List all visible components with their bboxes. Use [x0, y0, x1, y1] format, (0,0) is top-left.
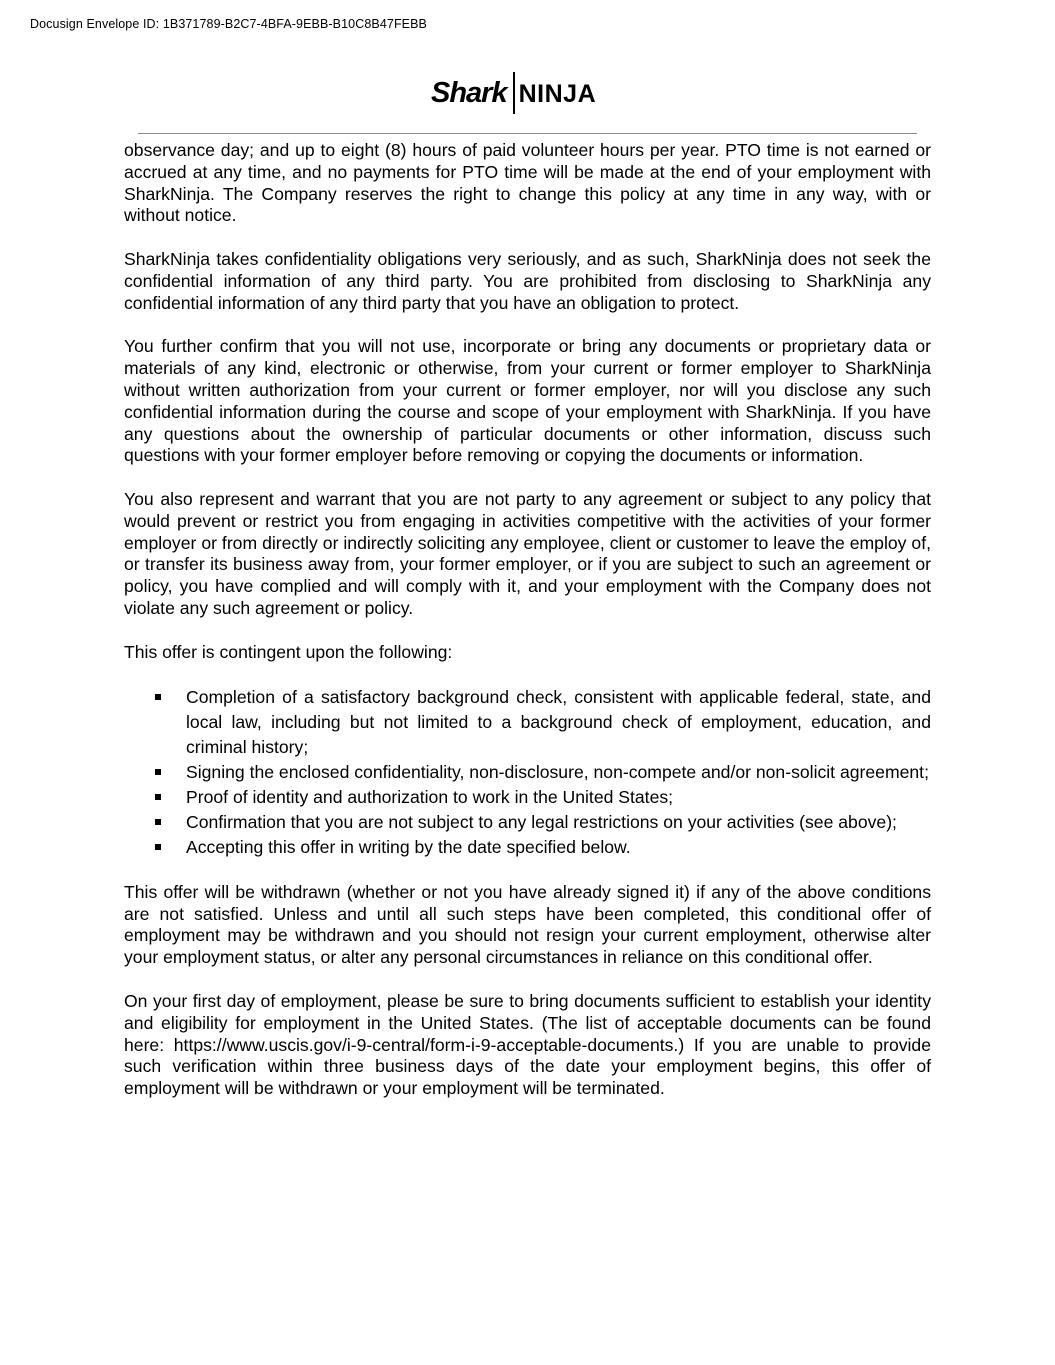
logo-divider [513, 72, 515, 114]
paragraph-proprietary-data: You further confirm that you will not use, incorporate or bring any documents or proprietary data or materials of any kind, electronic or otherwise, from your current or former employer to SharkNinja without written authorization from your current or former employer, nor will you disclose any such confidential information during the course and scope of your employment with SharkNinja. If you have any questions about the ownership of particular documents or other information, discuss such questions with your former employer before removing or copying the documents or information. [124, 336, 931, 466]
square-bullet-icon [155, 819, 161, 825]
list-item [186, 785, 931, 810]
square-bullet-icon [155, 794, 161, 800]
header-rule [138, 133, 917, 134]
square-bullet-icon [155, 769, 161, 775]
list-item-text: Completion of a satisfactory background check, consistent with applicable federal, state, and local law, including but not limited to a background check of employment, education, and criminal history; [186, 687, 931, 758]
letter-body [124, 140, 931, 1122]
paragraph-withdrawal: This offer will be withdrawn (whether or not you have already signed it) if any of the above conditions are not satisfied. Unless and until all such steps have been completed, this conditional offer of employment may be withdrawn and you should not resign your current employment, otherwise alter your employment status, or alter any personal circumstances in reliance on this conditional offer. [124, 881, 931, 968]
company-logo [431, 70, 596, 116]
list-item-text: Accepting this offer in writing by the date specified below. [186, 837, 631, 858]
list-item [186, 685, 931, 760]
square-bullet-icon [155, 694, 161, 700]
list-item [186, 835, 931, 860]
paragraph-contingent-intro: This offer is contingent upon the following: [124, 641, 453, 662]
square-bullet-icon [155, 844, 161, 850]
conditions-list [124, 685, 931, 860]
paragraph-first-day: On your first day of employment, please be sure to bring documents sufficient to establish your identity and eligibility for employment in the United States. (The list of acceptable documents can be found here: https://www.uscis.gov/i-9-central/form-i-9-acceptable-documents.) If you are unable to provide such verification within three business days of the date your employment begins, this offer of employment will be withdrawn or your employment will be terminated. [124, 990, 931, 1099]
paragraph-pto: observance day; and up to eight (8) hours of paid volunteer hours per year. PTO time is not earned or accrued at any time, and no payments for PTO time will be made at the end of your employment with SharkNinja. The Company reserves the right to change this policy at any time in any way, with or without notice. [124, 140, 931, 226]
list-item-text: Signing the enclosed confidentiality, non-disclosure, non-compete and/or non-solicit agreement; [186, 762, 929, 783]
list-item-text: Confirmation that you are not subject to any legal restrictions on your activities (see above); [186, 812, 897, 833]
paragraph-non-compete: You also represent and warrant that you are not party to any agreement or subject to any policy that would prevent or restrict you from engaging in activities competitive with the activities of your former employer or from directly or indirectly soliciting any employee, client or customer to leave the employ of, or transfer its business away from, your former employer, or if you are subject to such an agreement or policy, you have complied and will comply with it, and your employment with the Company does not violate any such agreement or policy. [124, 489, 931, 619]
paragraph-confidentiality: SharkNinja takes confidentiality obligations very seriously, and as such, SharkNinja does not seek the confidential information of any third party. You are prohibited from disclosing to SharkNinja any confidential information of any third party that you have an obligation to protect. [124, 249, 931, 313]
list-item [186, 810, 931, 835]
logo-shark-text: Shark [431, 76, 507, 109]
list-item-text: Proof of identity and authorization to work in the United States; [186, 787, 674, 808]
logo-ninja-text: NINJA [518, 79, 597, 108]
list-item [186, 760, 931, 785]
envelope-id: Docusign Envelope ID: 1B371789-B2C7-4BFA-9EBB-B10C8B47FEBB [30, 17, 427, 31]
